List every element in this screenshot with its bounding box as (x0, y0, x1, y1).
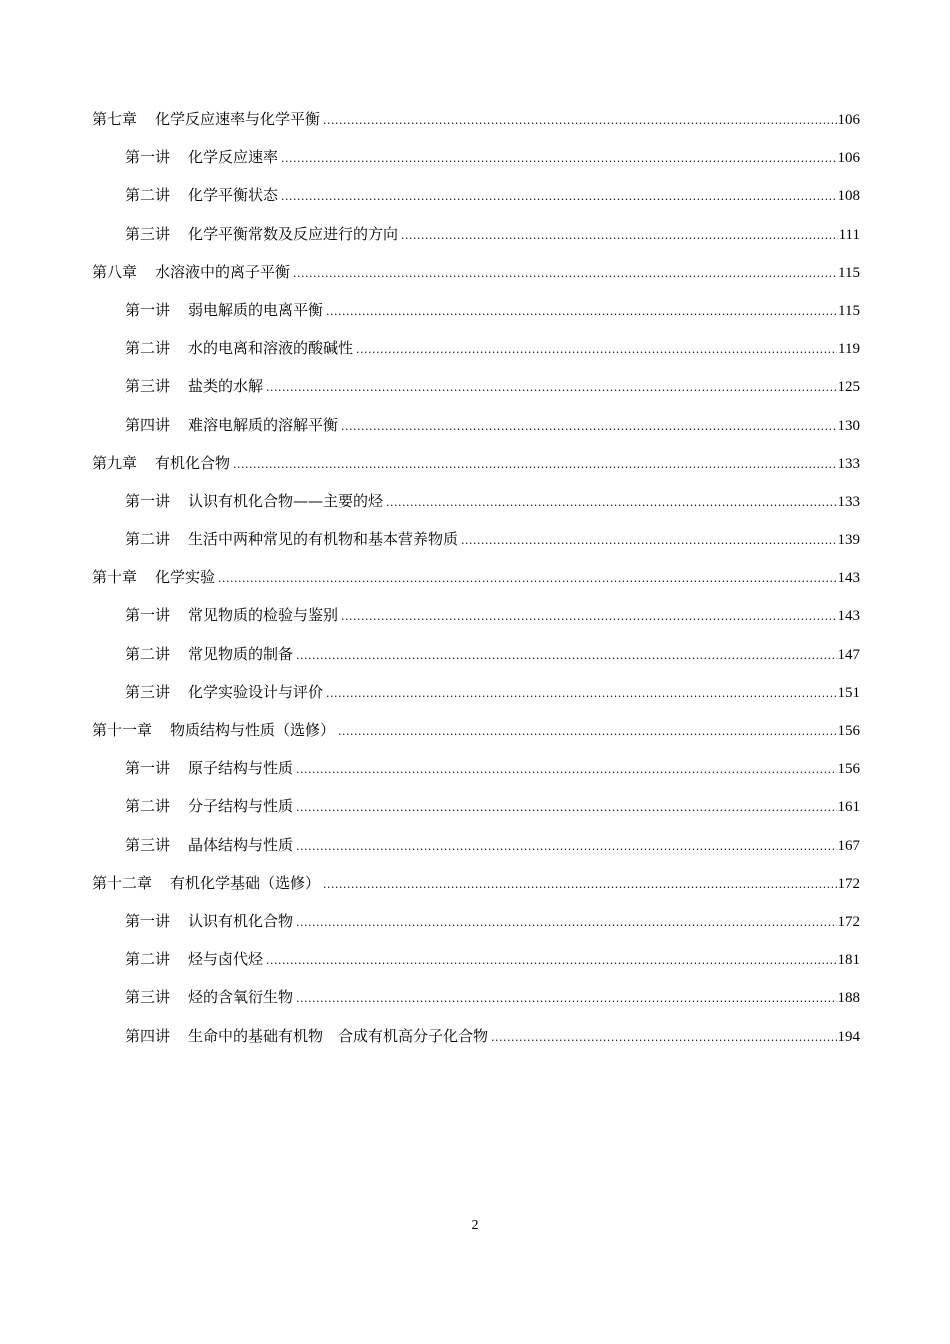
toc-section-entry[interactable] (92, 978, 860, 1016)
toc-entry-label (125, 520, 458, 558)
toc-entry-title: 化学平衡常数及反应进行的方向 (188, 224, 399, 243)
toc-entry-label (125, 1017, 488, 1055)
toc-entry-title: 烃的含氧衍生物 (188, 988, 294, 1007)
toc-entry-label (125, 291, 323, 329)
toc-dot-leader (356, 331, 837, 369)
toc-section-entry[interactable] (92, 635, 860, 673)
toc-entry-title: 物质结构与性质（选修） (170, 721, 336, 739)
toc-section-entry[interactable] (92, 367, 860, 405)
toc-dot-leader (281, 178, 836, 216)
toc-chapter-entry[interactable] (92, 558, 860, 596)
toc-entry-title: 化学反应速率与化学平衡 (155, 110, 321, 128)
toc-entry-page: 161 (837, 799, 860, 816)
toc-entry-label (92, 711, 335, 749)
toc-dot-leader (338, 713, 836, 751)
toc-dot-leader (281, 140, 836, 178)
toc-entry-number: 第八章 (92, 262, 138, 281)
toc-dot-leader (491, 1019, 836, 1057)
toc-entry-title: 化学平衡状态 (188, 186, 279, 205)
toc-entry-number: 第二讲 (125, 797, 171, 816)
toc-entry-page: 115 (838, 302, 860, 319)
toc-chapter-entry[interactable] (92, 100, 860, 138)
toc-entry-page: 156 (837, 723, 860, 739)
toc-entry-page: 111 (838, 226, 860, 243)
toc-entry-number: 第三讲 (125, 224, 171, 243)
toc-entry-label (125, 635, 293, 673)
toc-entry-title: 水溶液中的离子平衡 (155, 262, 291, 281)
toc-entry-label (92, 253, 290, 291)
toc-entry-label (125, 673, 323, 711)
toc-entry-title: 认识有机化合物——主要的烃 (188, 491, 384, 510)
toc-entry-title: 常见物质的检验与鉴别 (188, 606, 339, 625)
toc-entry-number: 第三讲 (125, 835, 171, 854)
toc-dot-leader (341, 598, 836, 636)
toc-section-entry[interactable] (92, 406, 860, 444)
toc-dot-leader (296, 904, 836, 942)
toc-entry-number: 第二讲 (125, 339, 171, 358)
toc-chapter-entry[interactable] (92, 253, 860, 291)
toc-entry-number: 第四讲 (125, 415, 171, 434)
toc-section-entry[interactable] (92, 482, 860, 520)
toc-entry-page: 133 (837, 493, 860, 510)
toc-entry-label (125, 902, 293, 940)
toc-entry-number: 第三讲 (125, 377, 171, 396)
toc-section-entry[interactable] (92, 596, 860, 634)
toc-section-entry[interactable] (92, 902, 860, 940)
toc-entry-title: 生命中的基础有机物 合成有机高分子化合物 (188, 1026, 489, 1045)
toc-entry-label (125, 978, 293, 1016)
toc-entry-page: 115 (838, 264, 860, 281)
toc-entry-title: 生活中两种常见的有机物和基本营养物质 (188, 530, 459, 549)
toc-entry-title: 水的电离和溶液的酸碱性 (188, 339, 354, 358)
toc-entry-label (125, 940, 263, 978)
toc-dot-leader (266, 942, 836, 980)
toc-dot-leader (218, 560, 836, 598)
toc-dot-leader (296, 637, 836, 675)
toc-entry-label (125, 176, 278, 214)
toc-entry-page: 133 (837, 455, 860, 472)
toc-entry-label (125, 826, 293, 864)
toc-entry-page: 119 (838, 341, 860, 358)
toc-entry-title: 常见物质的制备 (188, 644, 294, 663)
toc-entry-label (92, 558, 215, 596)
toc-entry-label (125, 329, 353, 367)
toc-entry-page: 139 (837, 532, 860, 549)
toc-entry-label (125, 482, 383, 520)
toc-chapter-entry[interactable] (92, 444, 860, 482)
toc-section-entry[interactable] (92, 138, 860, 176)
toc-dot-leader (296, 789, 836, 827)
page-number: 2 (471, 1218, 479, 1233)
toc-entry-label (125, 406, 338, 444)
toc-dot-leader (386, 484, 836, 522)
toc-entry-number: 第二讲 (125, 644, 171, 663)
toc-entry-number: 第四讲 (125, 1026, 171, 1045)
toc-entry-label (125, 749, 293, 787)
toc-section-entry[interactable] (92, 787, 860, 825)
toc-entry-title: 分子结构与性质 (188, 797, 294, 816)
toc-entry-label (125, 596, 338, 634)
toc-entry-number: 第一讲 (125, 300, 171, 319)
toc-section-entry[interactable] (92, 940, 860, 978)
toc-entry-page: 188 (837, 990, 860, 1007)
toc-dot-leader (233, 446, 836, 484)
toc-section-entry[interactable] (92, 329, 860, 367)
toc-entry-page: 106 (837, 150, 860, 167)
toc-dot-leader (326, 293, 837, 331)
toc-entry-page: 130 (837, 417, 860, 434)
toc-entry-title: 烃与卤代烃 (188, 950, 264, 969)
toc-entry-label (125, 215, 398, 253)
toc-entry-number: 第二讲 (125, 530, 171, 549)
toc-entry-number: 第十二章 (92, 873, 153, 892)
toc-entry-title: 晶体结构与性质 (188, 835, 294, 854)
toc-entry-title: 有机化合物 (155, 453, 231, 472)
toc-entry-number: 第二讲 (125, 950, 171, 969)
toc-entry-title: 难溶电解质的溶解平衡 (188, 415, 339, 434)
toc-entry-label (125, 787, 293, 825)
toc-entry-label (92, 100, 320, 138)
toc-entry-title: 化学实验 (155, 568, 216, 587)
toc-dot-leader (296, 751, 836, 789)
toc-entry-number: 第七章 (92, 110, 138, 128)
toc-entry-page: 143 (837, 570, 860, 587)
toc-entry-label (125, 138, 278, 176)
toc-entry-page: 147 (837, 646, 860, 663)
toc-section-entry[interactable] (92, 291, 860, 329)
toc-section-entry[interactable] (92, 826, 860, 864)
toc-entry-page: 108 (837, 188, 860, 205)
toc-entry-number: 第一讲 (125, 148, 171, 167)
toc-entry-number: 第一讲 (125, 759, 171, 778)
toc-section-entry[interactable] (92, 1017, 860, 1055)
toc-entry-page: 167 (837, 837, 860, 854)
toc-entry-number: 第十章 (92, 568, 138, 587)
toc-entry-page: 194 (837, 1028, 860, 1045)
toc-entry-page: 172 (837, 875, 860, 892)
toc-entry-title: 原子结构与性质 (188, 759, 294, 778)
toc-entry-number: 第三讲 (125, 988, 171, 1007)
toc-entry-title: 弱电解质的电离平衡 (188, 300, 324, 319)
toc-entry-title: 盐类的水解 (188, 377, 264, 396)
toc-dot-leader (296, 828, 836, 866)
toc-entry-number: 第三讲 (125, 682, 171, 701)
toc-entry-page: 181 (837, 952, 860, 969)
toc-entry-page: 125 (837, 379, 860, 396)
toc-entry-number: 第一讲 (125, 491, 171, 510)
toc-section-entry[interactable] (92, 520, 860, 558)
toc-entry-title: 认识有机化合物 (188, 911, 294, 930)
toc-entry-title: 化学反应速率 (188, 148, 279, 167)
toc-dot-leader (293, 255, 837, 293)
toc-entry-page: 151 (837, 684, 860, 701)
toc-section-entry[interactable] (92, 215, 860, 253)
table-of-contents (92, 100, 860, 1055)
toc-entry-page: 156 (837, 761, 860, 778)
toc-dot-leader (323, 866, 836, 904)
toc-entry-number: 第九章 (92, 453, 138, 472)
toc-entry-number: 第十一章 (92, 721, 153, 739)
toc-entry-page: 172 (837, 913, 860, 930)
toc-entry-page: 106 (837, 112, 860, 128)
toc-entry-label (92, 444, 230, 482)
toc-entry-page: 143 (837, 608, 860, 625)
toc-dot-leader (461, 522, 836, 560)
toc-dot-leader (296, 980, 836, 1018)
toc-entry-label (92, 864, 320, 902)
toc-section-entry[interactable] (92, 673, 860, 711)
toc-entry-label (125, 367, 263, 405)
toc-chapter-entry[interactable] (92, 711, 860, 749)
toc-entry-number: 第一讲 (125, 606, 171, 625)
toc-dot-leader (401, 217, 838, 255)
toc-dot-leader (341, 408, 836, 446)
toc-chapter-entry[interactable] (92, 864, 860, 902)
toc-section-entry[interactable] (92, 176, 860, 214)
toc-entry-number: 第二讲 (125, 186, 171, 205)
toc-entry-title: 化学实验设计与评价 (188, 682, 324, 701)
toc-dot-leader (326, 675, 836, 713)
toc-dot-leader (266, 369, 836, 407)
toc-entry-title: 有机化学基础（选修） (170, 873, 321, 892)
toc-section-entry[interactable] (92, 749, 860, 787)
toc-dot-leader (323, 102, 836, 140)
toc-entry-number: 第一讲 (125, 911, 171, 930)
